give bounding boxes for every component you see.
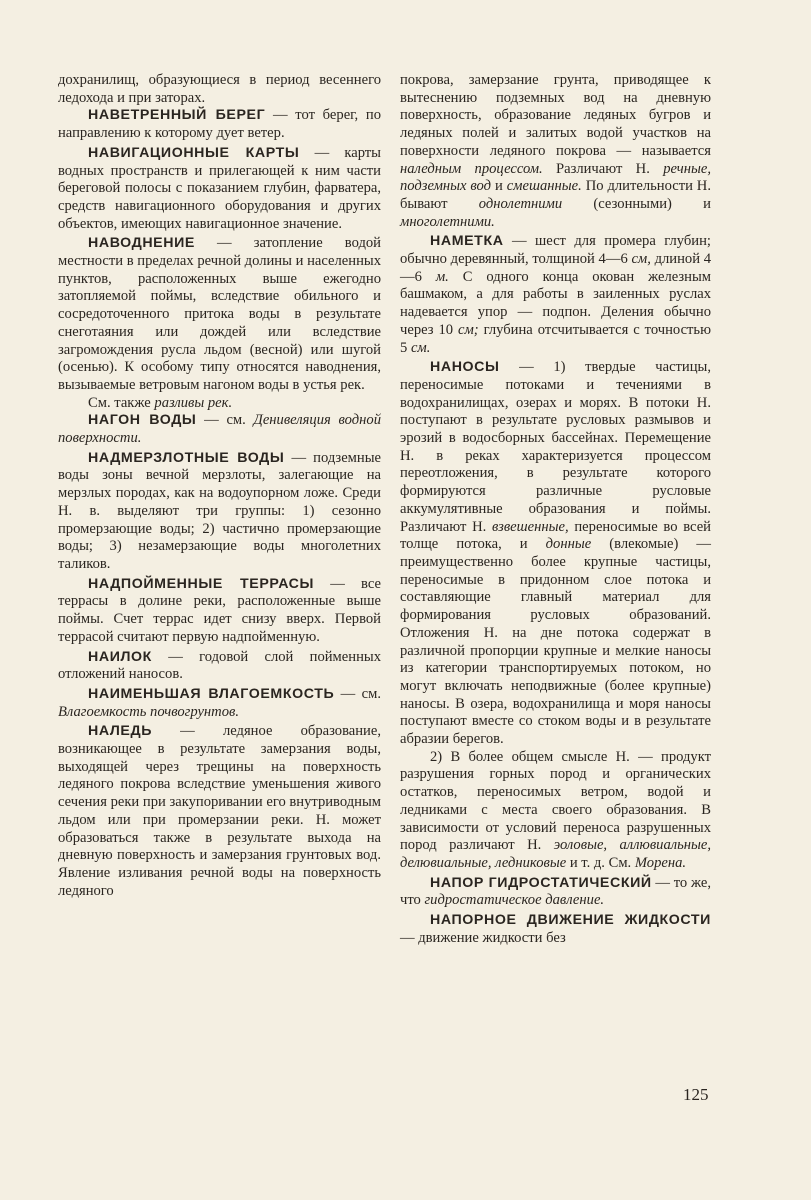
entry-naveterennyy-bereg: [58, 107, 381, 142]
entry-navodnenie: [58, 235, 381, 394]
definition: — годовой слой пойменных отложений наносов.: [58, 648, 381, 683]
headword: НАДМЕРЗЛОТНЫЕ ВОДЫ: [88, 449, 285, 466]
cross-reference: Денивеляция водной поверхности.: [58, 412, 381, 447]
headword: НАВЕТРЕННЫЙ БЕРЕГ: [88, 107, 266, 124]
continued-text: покрова, замерзание грунта, приводящее к вытеснению подземных вод на дневную поверхность, образование ледяных бугров и ледяных полей и залитых водой участков на поверхности ледяного покрова — называется наледным процессом. Различают Н. речные, подземных вод и смешанные. По длительности Н. бывают однолетними (сезонными) и многолетними.: [400, 72, 711, 230]
entry-napornoe-dvizhenie: НАПОРНОЕ ДВИЖЕНИЕ ЖИДКОСТИ — движение жидкости без: [400, 912, 711, 946]
continued-text: дохранилищ, образующиеся в период весеннего ледохода и при заторах.: [58, 72, 381, 106]
entry-nanosy: НАНОСЫ — 1) твердые частицы, переносимые потоками и течениями в водохранилищах, озерах и морях. В потоки Н. поступают в результате русловых размывов и эрозий в водосборных бассейнах. Перемещение Н. в реках характеризуется процессом переотложения, в результате которого формируются различные русловые аккумулятивные образования и поймы. Различают Н. взвешенные, переносимые во всей толще потока, и донные (влекомые) — преимущественно более крупные частицы, переносимые в придонном слое потока и составляющие главный материал для формирования русловых образований. Отложения Н. на дне потока содержат в различной пропорции крупные и мелкие наносы из категории транспортируемых потоком, но могут включать неподвижные (более крупные) наносы. В озера, водохранилища и моря наносы поступают вместе со стоком воды и в результате абразии берегов.: [400, 359, 711, 748]
left-column: [58, 72, 381, 900]
definition: — ледяное образование, возникающее в результате замерзания воды, выходящей через трещины на поверхность ледяного покрова вследствие уменьшения живого сечения реки при закупоривании его внутриводным льдом или при промерзании реки. Н. может образоваться также в результате выхода на дневную поверхность и замерзания грунтовых вод. Явление изливания речной воды на поверхность ледяного: [58, 723, 381, 899]
definition: — затопление водой местности в пределах речной долины и населенных пунктов, расположенных выше ежегодно затопляемой поймы, вследствие обильного и сосредоточенного притока воды в результате снеготаяния или дождей или вследствие загромождения русла льдом (весной) или шугой (осенью). К особому типу относятся наводнения, вызываемые ветровым нагоном воды в устья рек.: [58, 235, 381, 393]
headword: НАВИГАЦИОННЫЕ КАРТЫ: [88, 144, 300, 161]
entry-naimenshaya-vlagoemkost: НАИМЕНЬШАЯ ВЛАГОЕМКОСТЬ — см. Влагоемкость почвогрунтов.: [58, 685, 381, 720]
definition: — карты водных пространств и прилегающей к ним части береговой полосы с показанием глубин, фарватера, средств навигационного оборудования и других объектов, имеющих навигационное значение.: [58, 144, 381, 232]
headword: НАМЕТКА: [430, 233, 504, 250]
entry-nanosy-sense-2: 2) В более общем смысле Н. — продукт разрушения горных пород и органических остатков, переносимых ветром, водой и ледниками с места своего образования. В зависимости от условий переноса разрушенных пород различают Н. эоловые, аллювиальные, делювиальные, ледниковые и т. д. См. Морена.: [400, 748, 711, 871]
headword: НАЛЕДЬ: [88, 723, 152, 740]
headword: НАПОР ГИДРОСТАТИЧЕСКИЙ: [430, 874, 652, 891]
cross-reference: Морена.: [634, 854, 687, 871]
headword: НАГОН ВОДЫ: [88, 412, 197, 429]
headword: НАИМЕНЬШАЯ ВЛАГОЕМКОСТЬ: [88, 685, 335, 702]
headword: НАПОРНОЕ ДВИЖЕНИЕ ЖИДКОСТИ: [430, 912, 711, 929]
cross-reference: Влагоемкость почвогрунтов.: [58, 703, 239, 720]
headword: НАНОСЫ: [430, 359, 500, 376]
headword: НАИЛОК: [88, 648, 152, 665]
headword: НАДПОЙМЕННЫЕ ТЕРРАСЫ: [88, 575, 315, 592]
right-column: [400, 72, 711, 947]
entry-nametka: НАМЕТКА — шест для промера глубин; обычно деревянный, толщиной 4—6 см, длиной 4—6 м. С одного конца окован железным башмаком, а для работы в заиленных руслах надевается упор — подпон. Деления обычно через 10 см; глубина отсчитывается с точностью 5 см.: [400, 233, 712, 356]
entry-napor-gidrostaticheskiy: НАПОР ГИДРОСТАТИЧЕСКИЙ — то же, что гидростатическое давление.: [400, 874, 711, 909]
entry-nagon-vody: НАГОН ВОДЫ — см. Денивеляция водной поверхности.: [58, 412, 381, 447]
headword: НАВОДНЕНИЕ: [88, 235, 195, 252]
entry-navigatsionnye-karty: [58, 145, 381, 234]
entry-naled: [58, 723, 381, 900]
entry-nadmerzlotnye-vody: [58, 450, 381, 574]
definition: — все террасы в долине реки, расположенные выше поймы. Счет террас идет снизу вверх. Первой террасой считают первую надпойменную.: [58, 575, 381, 645]
entry-nailok: [58, 649, 381, 684]
definition: — подземные воды зоны вечной мерзлоты, залегающие на мерзлых породах, как на водоупорном ложе. Среди Н. в. выделяют три группы: 1) сезонно промерзающие воды; 2) частично промерзающие воды; 3) незамерзающие воды многолетних таликов.: [58, 449, 381, 572]
see-also: См. также разливы рек.: [88, 394, 233, 411]
definition: — тот берег, по направлению к которому дует ветер.: [58, 107, 381, 142]
entry-nadpoymennye-terrasy: [58, 576, 381, 647]
cross-reference: гидростатическое давление.: [424, 892, 605, 909]
cross-reference: разливы рек.: [154, 394, 233, 411]
page-number: 125: [683, 1085, 709, 1104]
